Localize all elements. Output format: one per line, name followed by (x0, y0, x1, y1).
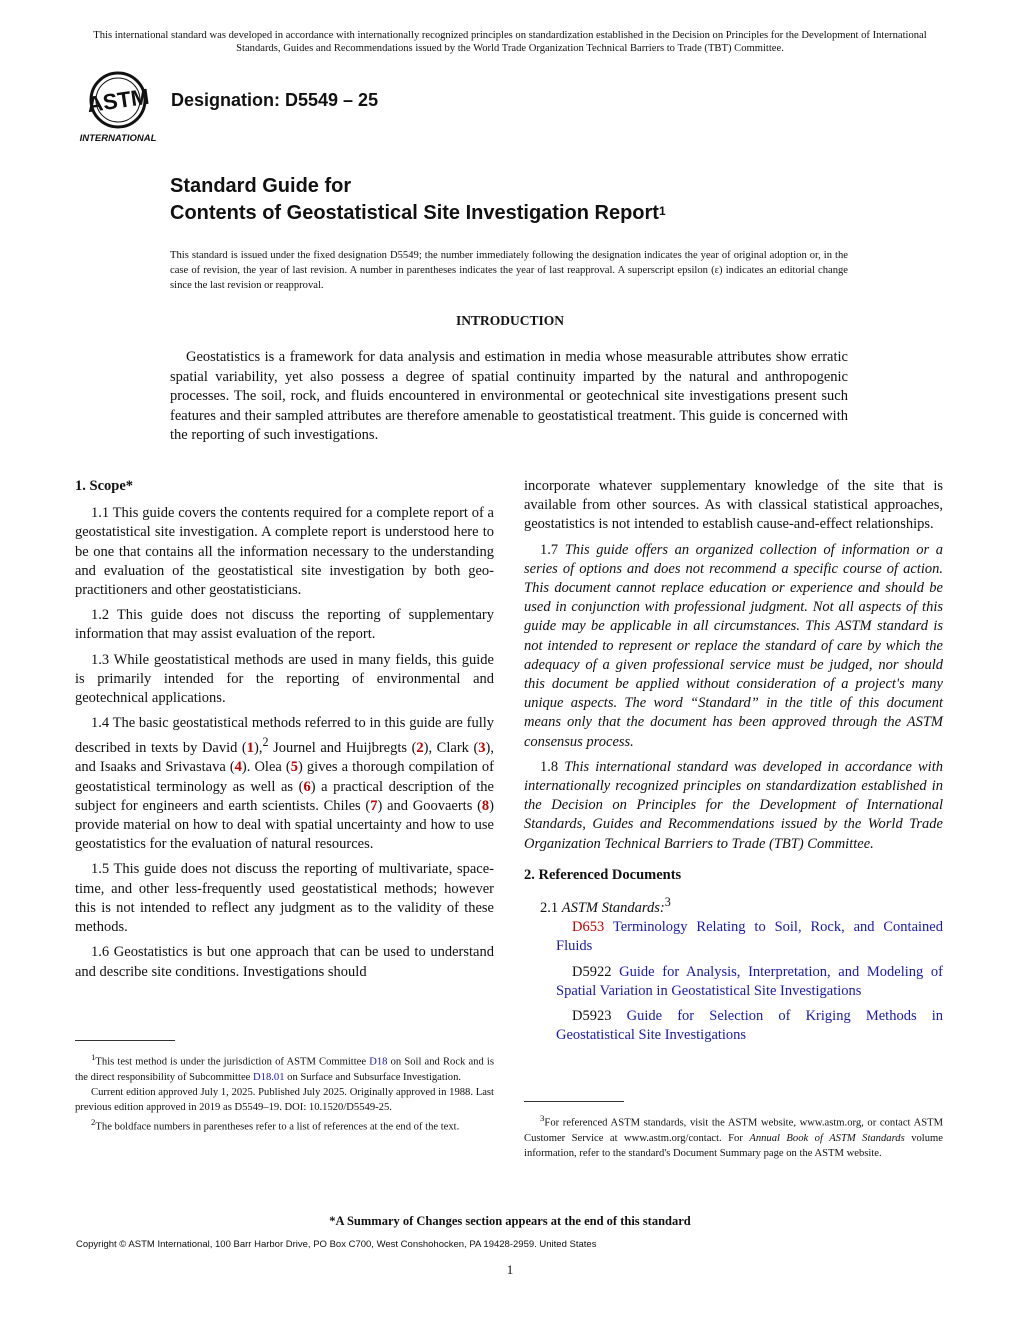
footnote-2: $^2$The boldface numbers in parentheses refer to a list of references at the end of the text. (91, 1116, 460, 1133)
para-1-3: 1.3 While geostatistical methods are used in many fields, this guide is primarily intended for the reporting of environmental and geotechnical applications. (75, 651, 494, 707)
ref-link[interactable]: 6 (303, 778, 311, 795)
para-1-8: 1.8 This international standard was developed in accordance with internationally recognized principles on standardization established in the Decision on Principles for the Development of International Standards, Guides and Recommendations issued by the World Trade Organization Technical Barriers to Trade (TBT) Committee. (524, 758, 943, 852)
subcommittee-link[interactable]: D18.01 (253, 1071, 285, 1083)
ref-link[interactable]: 2 (416, 740, 424, 757)
para-1-4: 1.4 The basic geostatistical methods referred to in this guide are fully described in texts by David (1),$^2$ Journel and Huijbregts (2), Clark (3), and Isaaks and Srivastava (4). Olea (5) gives a thorough compilation of geostatistical terminology as well as (6) a practical description of the subject for engineers and earth scientists. Chiles (7) and Goovaerts (8) provide material on how to deal with spatial uncertainty and how to use geostatistics for the evaluation of natural resources. (75, 715, 494, 853)
committee-link[interactable]: D18 (369, 1056, 388, 1068)
footnote-3: $^3$For referenced ASTM standards, visit the ASTM website, www.astm.org, or contact ASTM Customer Service at www.astm.org/contact. For Annual Book of ASTM Standards volume information, refer to the standard's Document Summary page on the ASTM website. (524, 1113, 943, 1159)
footnote-mark[interactable]: 2 (262, 735, 269, 750)
ref-link[interactable]: 3 (478, 740, 486, 757)
footnote-right (524, 1111, 943, 1161)
tbt-notice: This international standard was developed in accordance with internationally recognized principles on standardization established in the Decision on Principles for the Development of International Standards, Guides and Recommendations issued by the World Trade Organization Technical Barriers to Trade (TBT) Committee. (93, 30, 927, 54)
logo-letters: ASTM (85, 83, 151, 118)
footnote-1: $^1$This test method is under the jurisdiction of ASTM Committee D18 on Soil and Rock and is the direct responsibility of Subcommittee D18.01 on Surface and Subsurface Investigation. (75, 1052, 494, 1083)
refdocs-subsection: 2.1 ASTM Standards:$^3$ (540, 895, 671, 916)
title-line-2: Contents of Geostatistical Site Investigation Report$^1$ (170, 202, 666, 224)
left-column (75, 477, 494, 988)
scope-heading: 1. Scope* (75, 478, 133, 494)
right-column (524, 477, 943, 1051)
summary-of-changes-note: *A Summary of Changes section appears at the end of this standard (329, 1214, 691, 1228)
ref-item-d5923[interactable]: D5923 Guide for Selection of Kriging Methods in Geostatistical Site Investigations (556, 1007, 944, 1044)
para-1-2: 1.2 This guide does not discuss the reporting of supplementary information that may assist evaluation of the report. (75, 607, 494, 643)
ref-link[interactable]: 7 (370, 797, 378, 814)
ref-link[interactable]: 1 (246, 740, 255, 757)
para-1-6: 1.6 Geostatistics is but one approach that can be used to understand and describe site conditions. Investigations should (75, 944, 494, 980)
ref-item-d653[interactable]: D653 Terminology Relating to Soil, Rock, and Contained Fluids (556, 919, 943, 955)
standard-title (170, 173, 666, 227)
footnote-1-edition: Current edition approved July 1, 2025. Published July 2025. Originally approved in 1988. Last previous edition approved in 2019 as D5549–19. DOI: 10.1520/D5549-25. (75, 1086, 494, 1113)
copyright: Copyright © ASTM International, 100 Barr Harbor Drive, PO Box C700, West Conshohocken, PA 19428-2959. United States (76, 1239, 597, 1250)
para-1-6-continued: incorporate whatever supplementary knowledge of the site that is available from other sources. As with classical statistical approaches, geostatistics is not intended to establish cause-and-effect relationships. (524, 478, 943, 533)
ref-link[interactable]: 8 (481, 797, 490, 814)
ref-item-d5922[interactable]: D5922 Guide for Analysis, Interpretation, and Modeling of Spatial Variation in Geostatistical Site Investigations (556, 963, 943, 999)
para-1-1: 1.1 This guide covers the contents required for a complete report of a geostatistical site investigation. A complete report is understood here to be one that contains all the information necessary to the understanding and evaluation of the geostatistical site investigation by both geo-practitioners and other geostatisticians. (75, 505, 494, 599)
title-footnote-mark[interactable]: 1 (658, 204, 666, 218)
issuance-statement: This standard is issued under the fixed designation D5549; the number immediately following the designation indicates the year of original adoption or, in the case of revision, the year of last revision. A number in parentheses indicates the year of last reapproval. A superscript epsilon (ε) indicates an editorial change since the last revision or reapproval. (170, 250, 848, 291)
introduction-text: Geostatistics is a framework for data analysis and estimation in media whose measurable attributes show erratic spatial variability, yet also possess a degree of spatial continuity imparted by the natural and anthropogenic processes. The soil, rock, and fluids encountered in environmental or geotechnical site investigations present such features and their sampled attributes are therefore amenable to geostatistical treatment. This guide is concerned with the reporting of such investigations. (170, 349, 848, 443)
ref-link[interactable]: 4 (234, 759, 242, 776)
refdocs-heading: 2. Referenced Documents (524, 866, 682, 883)
footnote-rule-right (524, 1101, 624, 1102)
footnote-rule-left (75, 1040, 175, 1041)
para-1-7: 1.7 This guide offers an organized collection of information or a series of options and does not recommend a specific course of action. This document cannot replace education or experience and should be used in conjunction with professional judgment. Not all aspects of this guide may be applicable in all circumstances. This ASTM standard is not intended to represent or replace the standard of care by which the adequacy of a given professional service must be judged, nor should this document be applied without consideration of a project's many unique aspects. The word “Standard” in the title of this document means only that the document has been approved through the ASTM consensus process. (524, 541, 943, 750)
introduction-heading: INTRODUCTION (455, 313, 564, 328)
footnotes-left (75, 1050, 494, 1134)
page-number: 1 (506, 1262, 514, 1277)
title-line-1: Standard Guide for (170, 175, 352, 197)
para-1-5: 1.5 This guide does not discuss the reporting of multivariate, space-time, and other less-frequently used geostatistical methods; however this is not intended to reflect any judgment as to the validity of these methods. (75, 861, 494, 936)
astm-logo (76, 70, 160, 146)
logo-subtitle: INTERNATIONAL (79, 133, 157, 144)
ref-link[interactable]: 5 (290, 759, 298, 776)
designation: Designation: D5549 – 25 (171, 90, 379, 110)
